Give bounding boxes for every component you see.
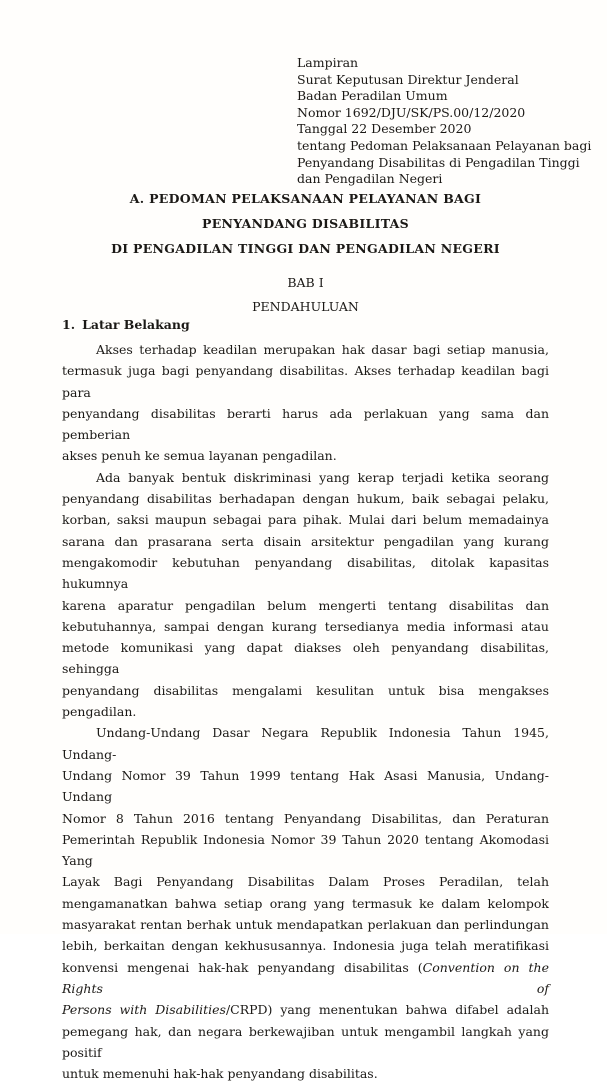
body-line: [62, 999, 549, 1020]
header-line-tentang-2: Penyandang Disabilitas di Pengadilan Tinggi: [297, 154, 580, 170]
body-line: [62, 552, 549, 595]
italic-text-segment: Persons with Disabilities: [62, 1002, 226, 1018]
text-segment: penyandang disabilitas berarti harus ada perlakuan yang sama dan pemberian: [62, 405, 549, 443]
header-line-nomor: Nomor 1692/DJU/SK/PS.00/12/2020: [297, 104, 526, 120]
text-segment: Undang Nomor 39 Tahun 1999 tentang Hak Asasi Manusia, Undang-Undang: [62, 767, 549, 805]
text-segment: Pemerintah Republik Indonesia Nomor 39 Tahun 2020 tentang Akomodasi Yang: [62, 831, 549, 869]
paragraph: [62, 467, 549, 723]
text-segment: akses penuh ke semua layanan pengadilan.: [62, 448, 337, 464]
body-line: [62, 914, 549, 935]
title-line-3: DI PENGADILAN TINGGI DAN PENGADILAN NEGERI: [111, 241, 500, 256]
text-segment: metode komunikasi yang dapat diakses oleh penyandang disabilitas, sehingga: [62, 640, 549, 677]
text-segment: konvensi mengenai hak-hak penyandang disabilitas (: [62, 959, 423, 975]
body-line: [62, 531, 549, 552]
text-segment: penyandang disabilitas berhadapan dengan hukum, baik sebagai pelaku,: [62, 491, 549, 507]
text-segment: Akses terhadap keadilan merupakan hak dasar bagi setiap manusia,: [96, 342, 549, 357]
document-title: [62, 186, 549, 261]
text-segment: Layak Bagi Penyandang Disabilitas Dalam Proses Peradilan, telah: [62, 874, 549, 890]
text-segment: sarana dan prasarana serta disain arsitektur pengadilan yang kurang: [62, 533, 549, 549]
body-line: [62, 488, 549, 509]
chapter-heading: [62, 271, 549, 318]
body-line: [62, 722, 549, 765]
section-title: Latar Belakang: [82, 317, 190, 332]
body-line: [62, 829, 549, 872]
header-line-badan: Badan Peradilan Umum: [297, 88, 448, 104]
paragraph: [62, 339, 549, 467]
header-line-lampiran: Lampiran: [297, 55, 359, 70]
body-line: [62, 808, 549, 829]
text-segment: termasuk juga bagi penyandang disabilitas. Akses terhadap keadilan bagi para: [62, 363, 549, 400]
body-line: [62, 935, 549, 956]
text-segment: untuk memenuhi hak-hak penyandang disabilitas.: [62, 1066, 378, 1082]
body-line: [62, 680, 549, 723]
header-line-tanggal: Tanggal 22 Desember 2020: [297, 121, 472, 137]
chapter-title: PENDAHULUAN: [252, 298, 359, 314]
text-segment: pemegang hak, dan negara berkewajiban untuk mengambil langkah yang positif: [62, 1023, 549, 1060]
title-line-2: PENYANDANG DISABILITAS: [202, 216, 409, 231]
body-line: [62, 1021, 549, 1064]
text-segment: mengakomodir kebutuhan penyandang disabilitas, ditolak kapasitas hukumnya: [62, 554, 549, 592]
text-segment: Nomor 8 Tahun 2016 tentang Penyandang Disabilitas, dan Peraturan: [62, 810, 549, 826]
text-segment: /CRPD) yang menentukan bahwa difabel adalah: [225, 1002, 549, 1018]
body-line: [62, 893, 549, 914]
body-line: [62, 467, 549, 488]
text-segment: mengamanatkan bahwa setiap orang yang termasuk ke dalam kelompok: [62, 895, 549, 911]
body-line: [62, 509, 549, 530]
body-line: [62, 403, 549, 446]
body-line: [62, 765, 549, 808]
body-line: [62, 616, 549, 637]
text-segment: Ada banyak bentuk diskriminasi yang kerap terjadi ketika seorang: [96, 469, 549, 485]
text-segment: korban, saksi maupun sebagai para pihak. Mulai dari belum memadainya: [62, 512, 549, 528]
body-line: [62, 957, 549, 1000]
header-line-tentang-3: dan Pengadilan Negeri: [297, 171, 443, 187]
title-line-1: A. PEDOMAN PELAKSANAAN PELAYANAN BAGI: [129, 191, 482, 206]
section-heading: [62, 317, 190, 332]
paragraph: [62, 722, 549, 1084]
section-number: 1.: [62, 317, 76, 332]
text-segment: karena aparatur pengadilan belum mengerti tentang disabilitas dan: [62, 597, 549, 613]
text-segment: kebutuhannya, sampai dengan kurang tersedianya media informasi atau: [62, 618, 549, 634]
body-paragraphs: [62, 339, 549, 1084]
text-segment: masyarakat rentan berhak untuk mendapatkan perlakuan dan perlindungan: [62, 917, 549, 933]
body-line: [62, 360, 549, 403]
chapter-number: BAB I: [287, 275, 324, 290]
body-line: [62, 871, 549, 892]
body-line: [62, 339, 549, 360]
header-line-surat-keputusan: Surat Keputusan Direktur Jenderal: [297, 71, 519, 87]
text-segment: penyandang disabilitas mengalami kesulitan untuk bisa mengakses pengadilan.: [62, 682, 549, 720]
header-line-tentang-1: tentang Pedoman Pelaksanaan Pelayanan bagi: [297, 137, 592, 153]
body-line: [62, 1063, 549, 1084]
body-line: [62, 637, 549, 680]
body-line: [62, 595, 549, 616]
italic-text-segment: Convention on the Rights of: [62, 959, 549, 996]
text-segment: lebih, berkaitan dengan kekhususannya. Indonesia juga telah meratifikasi: [62, 938, 549, 954]
document-header-reference: [297, 55, 592, 188]
body-line: [62, 445, 549, 466]
text-segment: Undang-Undang Dasar Negara Republik Indonesia Tahun 1945, Undang-: [62, 725, 549, 762]
